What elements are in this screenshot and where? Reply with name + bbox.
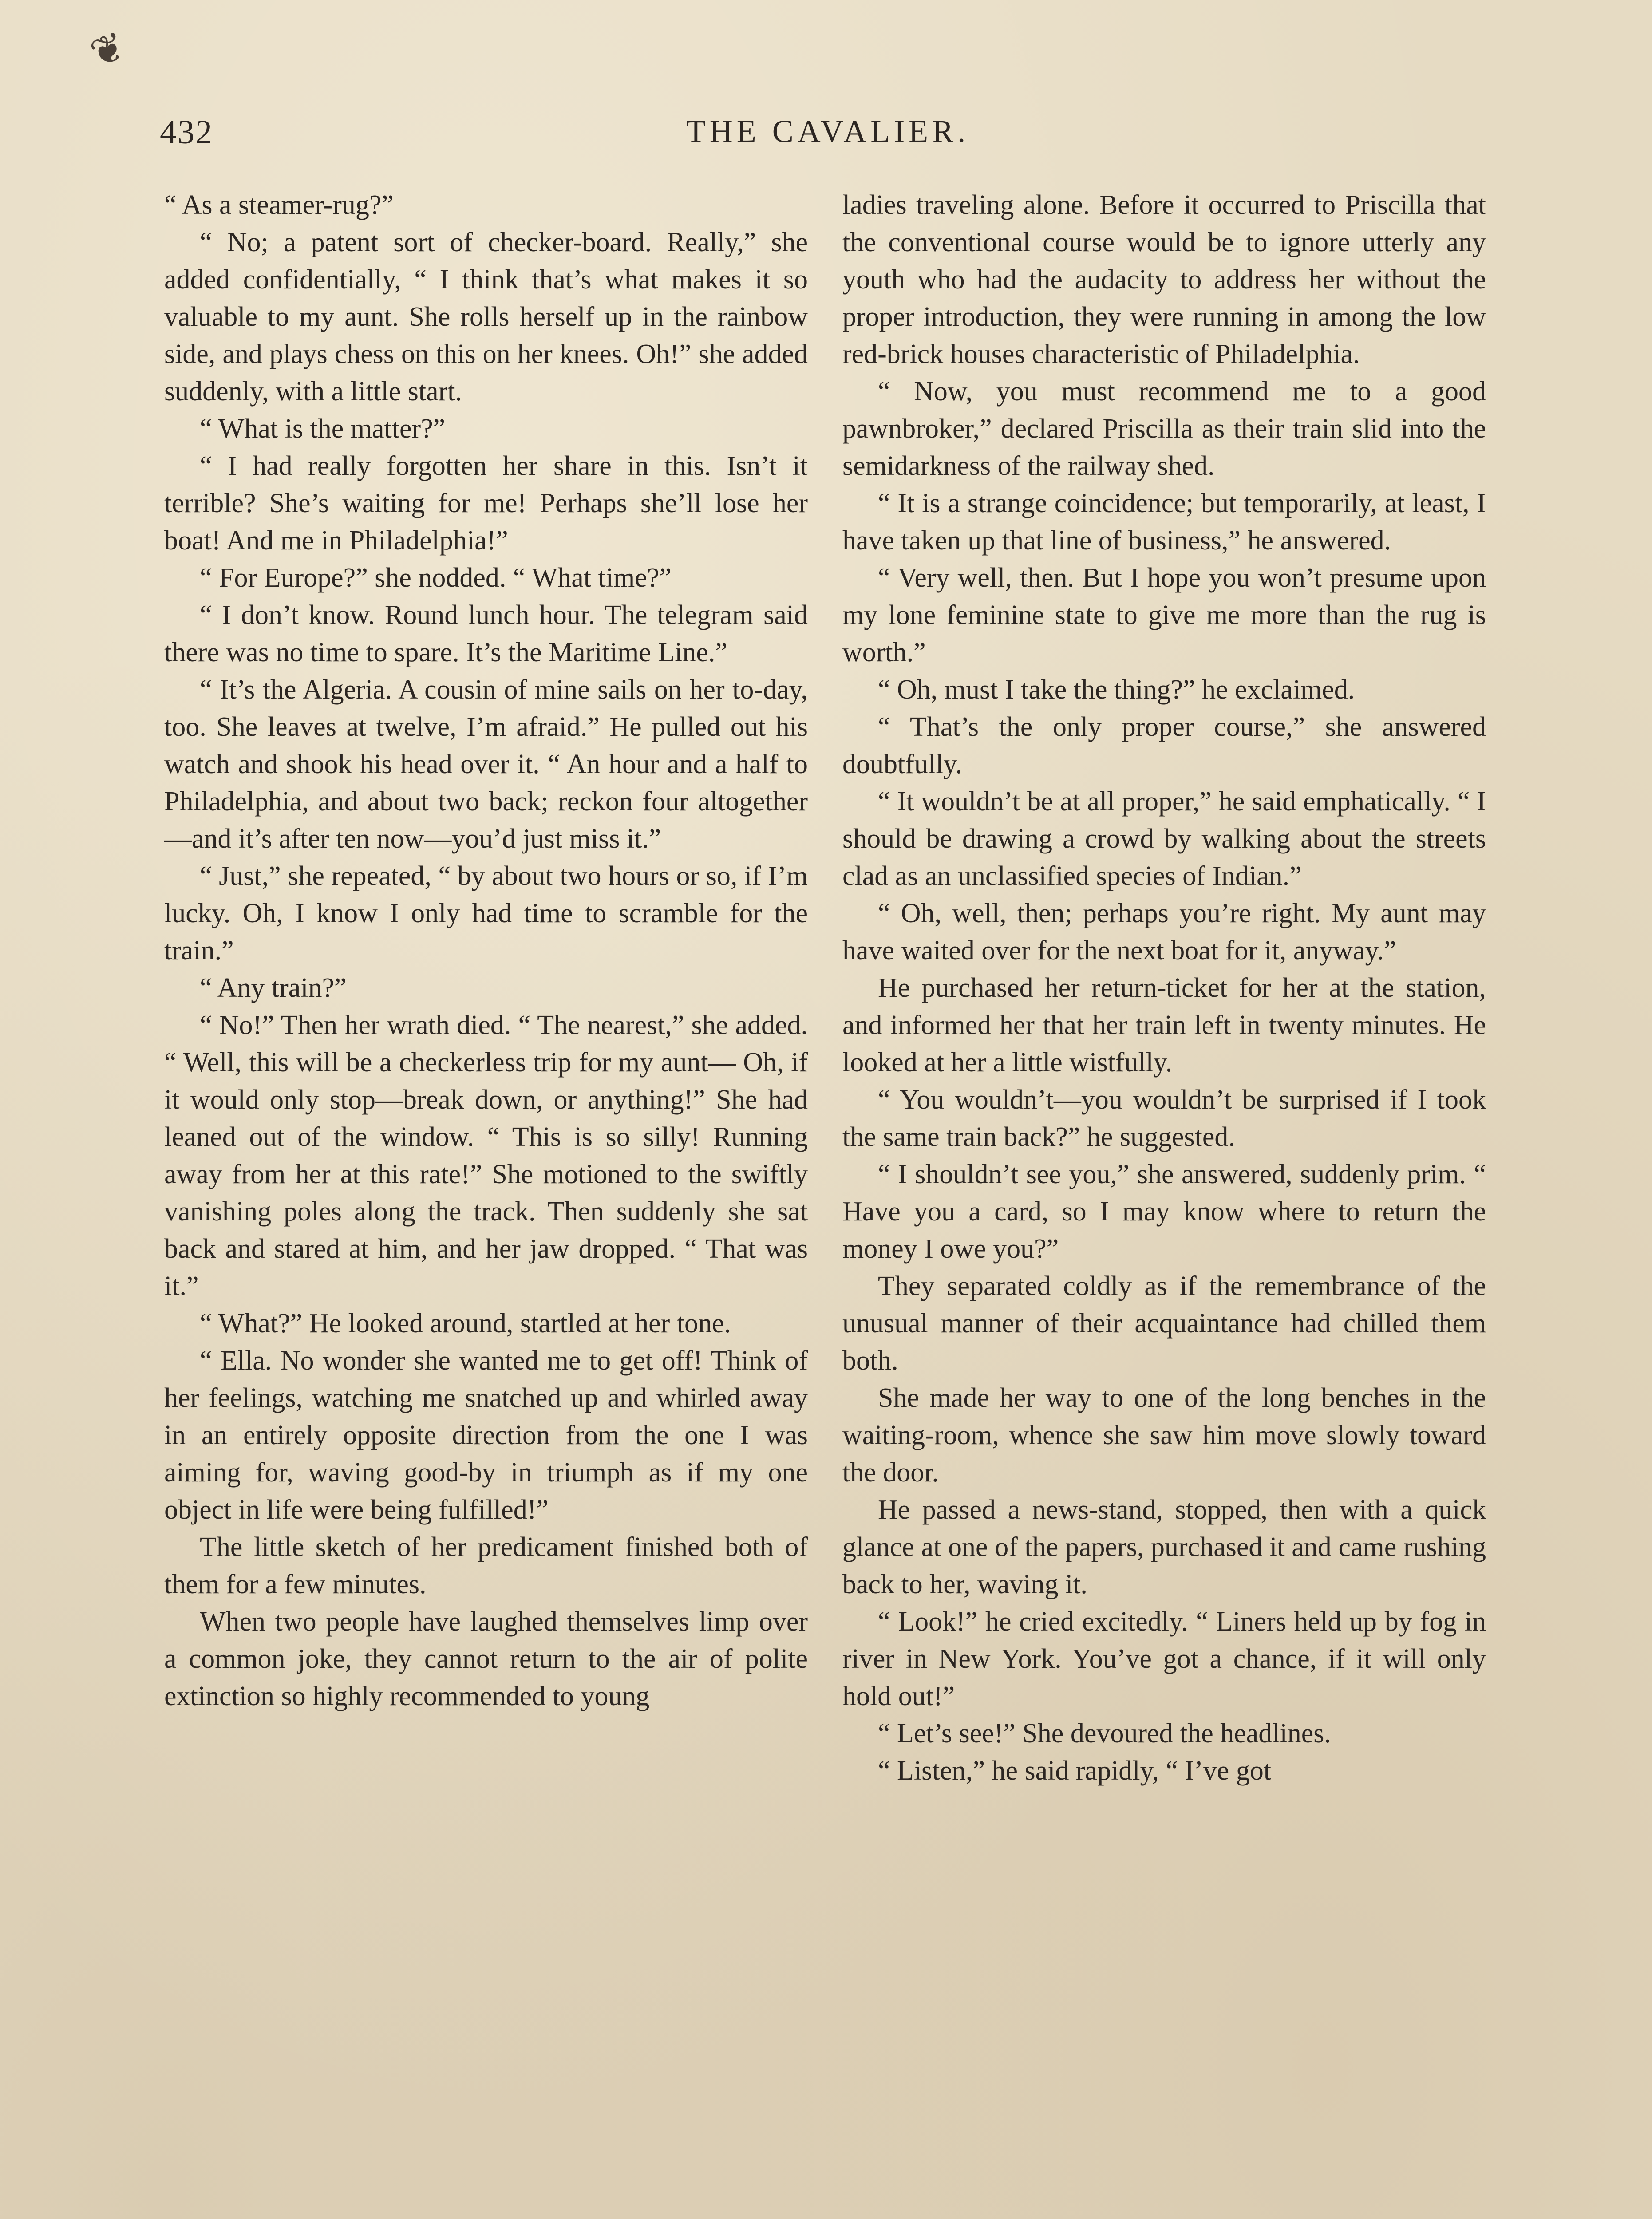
- paragraph: They separated coldly as if the remembrance of the unusual manner of their acquaintance had chilled them both.: [842, 1271, 1486, 1376]
- paragraph: “ Oh, must I take the thing?” he exclaimed.: [878, 675, 1355, 705]
- paragraph: “ It wouldn’t be at all proper,” he said emphatically. “ I should be drawing a crowd by walking about the streets clad as an unclassified species of Indian.”: [842, 786, 1486, 891]
- page-header: [160, 113, 1496, 162]
- paragraph: “ Ella. No wonder she wanted me to get off! Think of her feelings, watching me snatched up and whirled away in an entirely opposite direction from the one I was aiming for, waving good-by in triumph as if my one object in life were being fulfilled!”: [164, 1346, 808, 1525]
- paragraph: “ For Europe?” she nodded. “ What time?”: [200, 563, 672, 593]
- paragraph: “ It’s the Algeria. A cousin of mine sails on her to-day, too. She leaves at twelve, I’m afraid.” He pulled out his watch and shook his head over it. “ An hour and a half to Philadelphia, and about two back; reckon four altogether —and it’s after ten now—you’d just miss it.”: [164, 675, 808, 854]
- paragraph: “ Listen,” he said rapidly, “ I’ve got: [878, 1756, 1272, 1786]
- paragraph: “ Any train?”: [200, 973, 347, 1003]
- paragraph: “ I don’t know. Round lunch hour. The telegram said there was no time to spare. It’s the Maritime Line.”: [164, 600, 808, 667]
- paragraph: “ Very well, then. But I hope you won’t presume upon my lone feminine state to give me more than the rug is worth.”: [842, 563, 1486, 667]
- paragraph: “ I had really forgotten her share in this. Isn’t it terrible? She’s waiting for me! Perhaps she’ll lose her boat! And me in Philadelphia!”: [164, 451, 808, 556]
- paragraph: He passed a news-stand, stopped, then with a quick glance at one of the papers, purchased it and came rushing back to her, waving it.: [842, 1495, 1486, 1599]
- running-title: THE CAVALIER.: [686, 114, 970, 149]
- paragraph: “ It is a strange coincidence; but temporarily, at least, I have taken up that line of business,” he answered.: [842, 488, 1486, 556]
- paragraph: “ Let’s see!” She devoured the headlines.: [878, 1718, 1331, 1749]
- paragraph: “ Now, you must recommend me to a good pawnbroker,” declared Priscilla as their train slid into the semidarkness of the railway shed.: [842, 376, 1486, 481]
- paragraph: “ I shouldn’t see you,” she answered, suddenly prim. “ Have you a card, so I may know where to return the money I owe you?”: [842, 1159, 1486, 1264]
- paragraph: “ No!” Then her wrath died. “ The nearest,” she added. “ Well, this will be a checkerless trip for my aunt— Oh, if it would only stop—break down, or anything!” She had leaned out of the window. “ This is so silly! Running away from her at this rate!” She motioned to the swiftly vanishing poles along the track. Then suddenly she sat back and stared at him, and her jaw dropped. “ That was it.”: [164, 1010, 808, 1301]
- paragraph: “ What is the matter?”: [200, 414, 446, 444]
- paragraph: ladies traveling alone. Before it occurred to Priscilla that the conventional course would be to ignore utterly any youth who had the audacity to address her without the proper introduction, they were running in among the low red-brick houses characteristic of Philadelphia.: [842, 190, 1486, 369]
- paragraph: “ You wouldn’t—you wouldn’t be surprised if I took the same train back?” he suggested.: [842, 1085, 1486, 1152]
- paragraph: “ No; a patent sort of checker-board. Really,” she added confidentially, “ I think that’s what makes it so valuable to my aunt. She rolls herself up in the rainbow side, and plays chess on this on her knees. Oh!” she added suddenly, with a little start.: [164, 227, 808, 407]
- left-column: [164, 186, 808, 1715]
- pencil-mark-icon: ❦: [84, 22, 132, 78]
- paragraph: “ Just,” she repeated, “ by about two hours or so, if I’m lucky. Oh, I know I only had time to scramble for the train.”: [164, 861, 808, 966]
- paragraph: “ As a steamer-rug?”: [164, 190, 394, 220]
- paragraph: The little sketch of her predicament finished both of them for a few minutes.: [164, 1532, 808, 1599]
- paragraph: “ Look!” he cried excitedly. “ Liners held up by fog in river in New York. You’ve got a chance, if it will only hold out!”: [842, 1607, 1486, 1711]
- paragraph: He purchased her return-ticket for her at the station, and informed her that her train left in twenty minutes. He looked at her a little wistfully.: [842, 973, 1486, 1078]
- page-number: 432: [160, 114, 213, 151]
- paragraph: “ That’s the only proper course,” she answered doubtfully.: [842, 712, 1486, 779]
- paragraph: “ Oh, well, then; perhaps you’re right. My aunt may have waited over for the next boat for it, anyway.”: [842, 898, 1486, 966]
- paragraph: She made her way to one of the long benches in the waiting-room, whence she saw him move slowly toward the door.: [842, 1383, 1486, 1488]
- paragraph: “ What?” He looked around, startled at her tone.: [200, 1308, 731, 1339]
- paragraph: When two people have laughed themselves limp over a common joke, they cannot return to the air of polite extinction so highly recommended to young: [164, 1607, 808, 1711]
- right-column: [842, 186, 1486, 1789]
